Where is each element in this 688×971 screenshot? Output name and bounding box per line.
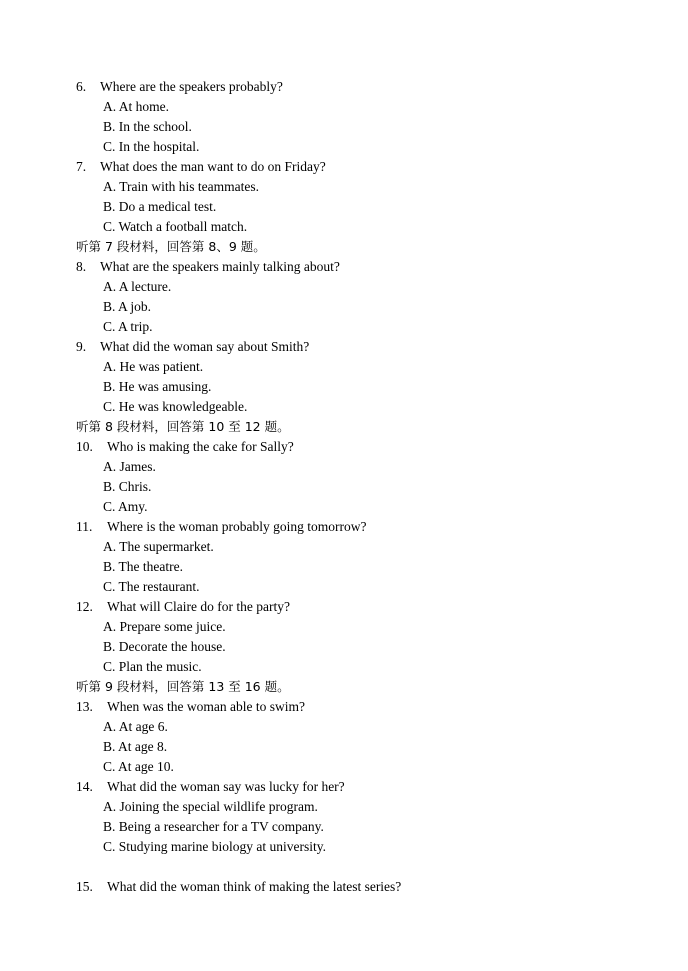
question-number: 6. <box>76 79 87 94</box>
question-number: 8. <box>76 259 87 274</box>
answer-option: A. Train with his teammates. <box>103 179 259 194</box>
question-number: 15. <box>76 879 93 894</box>
answer-option: B. The theatre. <box>103 559 183 574</box>
answer-option: B. A job. <box>103 299 152 314</box>
question-number: 11. <box>76 519 93 534</box>
answer-option: C. Amy. <box>103 499 148 514</box>
answer-option: C. The restaurant. <box>103 579 200 594</box>
answer-option: C. Plan the music. <box>103 659 202 674</box>
question-number: 12. <box>76 599 93 614</box>
question-stem <box>0 517 688 537</box>
question-text: What will Claire do for the party? <box>107 599 290 614</box>
answer-option: A. At age 6. <box>103 719 168 734</box>
answer-option: B. In the school. <box>103 119 192 134</box>
worksheet-page <box>0 77 688 897</box>
answer-option: C. At age 10. <box>103 759 174 774</box>
answer-option: C. He was knowledgeable. <box>103 399 248 414</box>
question-text: When was the woman able to swim? <box>107 699 305 714</box>
question-text: What did the woman say about Smith? <box>100 339 310 354</box>
question-number: 9. <box>76 339 87 354</box>
answer-option: A. James. <box>103 459 156 474</box>
question-number: 7. <box>76 159 87 174</box>
answer-option: B. Being a researcher for a TV company. <box>103 819 324 834</box>
answer-option: A. At home. <box>103 99 169 114</box>
answer-option: A. The supermarket. <box>103 539 214 554</box>
question-stem <box>0 77 688 97</box>
question-stem <box>0 777 688 797</box>
answer-option: C. Watch a football match. <box>103 219 248 234</box>
answer-option: A. A lecture. <box>103 279 172 294</box>
question-text: What are the speakers mainly talking about? <box>100 259 340 274</box>
question-text: Where are the speakers probably? <box>100 79 283 94</box>
question-text: What did the woman say was lucky for her? <box>107 779 345 794</box>
question-stem <box>0 337 688 357</box>
answer-option: A. He was patient. <box>103 359 204 374</box>
answer-option: B. Chris. <box>103 479 152 494</box>
question-stem <box>0 697 688 717</box>
answer-option: B. Decorate the house. <box>103 639 226 654</box>
answer-option: B. At age 8. <box>103 739 168 754</box>
question-stem <box>0 437 688 457</box>
blank-line <box>0 857 688 877</box>
question-number: 14. <box>76 779 93 794</box>
question-stem <box>0 877 688 897</box>
question-stem <box>0 257 688 277</box>
answer-option: B. Do a medical test. <box>103 199 217 214</box>
answer-option: C. In the hospital. <box>103 139 200 154</box>
question-text: What does the man want to do on Friday? <box>100 159 326 174</box>
question-number: 13. <box>76 699 93 714</box>
answer-option: C. A trip. <box>103 319 153 334</box>
answer-option: B. He was amusing. <box>103 379 212 394</box>
question-number: 10. <box>76 439 93 454</box>
question-text: Who is making the cake for Sally? <box>107 439 294 454</box>
question-stem <box>0 597 688 617</box>
section-instruction: 听第 7 段材料，回答第 8、9 题。 <box>76 239 266 254</box>
answer-option: C. Studying marine biology at university. <box>103 839 326 854</box>
answer-option: A. Prepare some juice. <box>103 619 226 634</box>
question-stem <box>0 157 688 177</box>
section-instruction: 听第 9 段材料，回答第 13 至 16 题。 <box>76 679 290 694</box>
section-instruction: 听第 8 段材料，回答第 10 至 12 题。 <box>76 419 290 434</box>
question-text: What did the woman think of making the latest series? <box>107 879 402 894</box>
answer-option: A. Joining the special wildlife program. <box>103 799 318 814</box>
question-text: Where is the woman probably going tomorrow? <box>107 519 367 534</box>
